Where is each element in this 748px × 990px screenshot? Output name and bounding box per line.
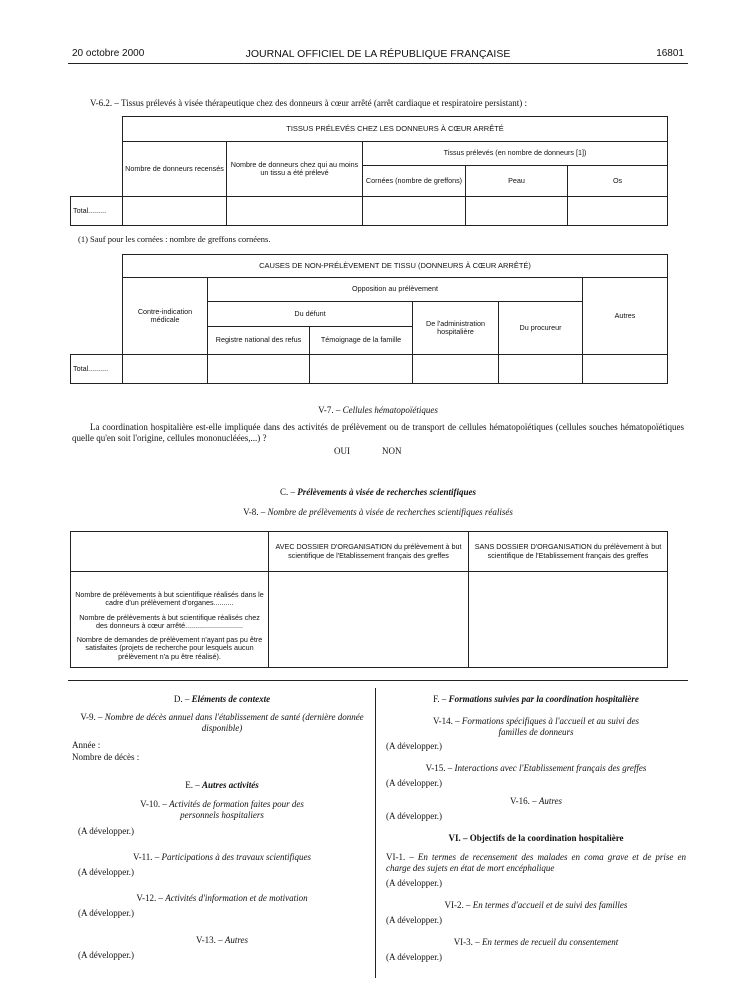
vi2-dev: (A développer.) — [386, 915, 442, 925]
v8-title-text: Nombre de prélèvements à visée de recherches scientifiques réalisés — [267, 507, 513, 517]
section-c-num: C. – — [280, 487, 296, 497]
section-d-title — [72, 694, 372, 705]
vi3-num: VI-3. – — [453, 937, 480, 947]
v13-num: V-13. – — [195, 935, 223, 945]
v11-text: Participations à des travaux scientifiques — [161, 852, 312, 862]
v7-question: La coordination hospitalière est-elle impliquée dans des activités de prélèvement ou de transport de cellules hématopoïétiques (cellules souches hématopoïétiques quelle qu'en soit l'origine, cellules mononucléées,...) ? — [72, 422, 684, 443]
v16-dev: (A développer.) — [386, 811, 442, 821]
v62-cell — [466, 197, 568, 226]
v7-title — [72, 405, 684, 416]
v16-title — [386, 796, 686, 807]
v12-dev: (A développer.) — [78, 908, 134, 918]
causes-table — [70, 254, 668, 384]
v11-title — [72, 852, 372, 863]
v13-dev: (A développer.) — [78, 950, 134, 960]
v12-title — [72, 893, 372, 904]
v9-title — [72, 712, 372, 734]
v62-col-recenses: Nombre de donneurs recensés — [123, 142, 227, 197]
v62-cell — [227, 197, 363, 226]
section-e-num: E. – — [185, 780, 200, 790]
v14-title — [386, 716, 686, 738]
v11-num: V-11. – — [132, 852, 160, 862]
causes-group-opposition: Opposition au prélèvement — [208, 278, 583, 302]
causes-col-autres: Autres — [583, 278, 668, 355]
causes-col-registre: Registre national des refus — [208, 327, 310, 355]
section-f-title — [386, 694, 686, 705]
section-rule — [68, 680, 688, 681]
v10-dev: (A développer.) — [78, 826, 134, 836]
v16-num: V-16. – — [509, 796, 537, 806]
v8-title — [72, 507, 684, 518]
v9-annee: Année : — [72, 740, 101, 750]
v8-row-demandes: Nombre de demandes de prélèvement n'ayant pas pu être satisfaites (projets de recherche pour lesquels aucun prélèvement n'a pu être réalisé). — [76, 635, 263, 661]
vi1-title — [386, 852, 686, 874]
section-c-title — [72, 487, 684, 498]
header-page-number: 16801 — [656, 48, 684, 59]
vi3-text: En termes de recueil du consentement — [481, 937, 619, 947]
v9-nb-deces: Nombre de décès : — [72, 752, 140, 762]
causes-table-title: CAUSES DE NON-PRÉLÈVEMENT DE TISSU (DONNEURS À CŒUR ARRÊTÉ) — [123, 255, 668, 278]
section-c-text: Prélèvements à visée de recherches scientifiques — [297, 487, 476, 497]
v12-num: V-12. – — [136, 893, 163, 903]
v8-cell — [469, 572, 668, 668]
v62-col-os: Os — [568, 166, 668, 197]
causes-col-contre-indication: Contre-indication médicale — [123, 278, 208, 355]
v15-text: Interactions avec l'Etablissement français des greffes — [454, 763, 647, 773]
v8-table — [70, 531, 668, 668]
v7-title-text: Cellules hématopoïétiques — [342, 405, 438, 415]
v7-oui: OUI — [334, 446, 350, 456]
v9-num: V-9. – — [80, 712, 103, 722]
v12-text: Activités d'information et de motivation — [165, 893, 308, 903]
page-header — [72, 48, 684, 62]
v8-col-sans: SANS DOSSIER D'ORGANISATION du prélèvement à but scientifique de l'Etablissement français des greffes — [469, 532, 668, 572]
v62-row-total: Total......... — [71, 197, 123, 226]
v14-num: V-14. – — [432, 716, 460, 726]
v62-table — [70, 116, 668, 226]
v62-title: V-6.2. – Tissus prélevés à visée thérapeutique chez des donneurs à cœur arrêté (arrêt cardiaque et respiratoire persistant) : — [90, 98, 528, 108]
causes-cell — [208, 355, 310, 384]
vi1-num: VI-1. – — [386, 852, 414, 862]
v62-group-tissus: Tissus prélevés (en nombre de donneurs [1]) — [363, 142, 668, 166]
causes-col-administration: De l'administration hospitalière — [413, 302, 499, 355]
header-journal-title: JOURNAL OFFICIEL DE LA RÉPUBLIQUE FRANÇAISE — [245, 48, 511, 60]
v13-title — [72, 935, 372, 946]
vi2-text: En termes d'accueil et de suivi des familles — [472, 900, 628, 910]
section-f-text: Formations suivies par la coordination hospitalière — [448, 694, 639, 704]
header-rule — [68, 63, 688, 64]
vi2-num: VI-2. – — [444, 900, 471, 910]
section-d-text: Eléments de contexte — [191, 694, 271, 704]
vi1-dev: (A développer.) — [386, 878, 442, 888]
section-d-num: D. – — [173, 694, 190, 704]
v13-text: Autres — [224, 935, 249, 945]
vi3-dev: (A développer.) — [386, 952, 442, 962]
vi3-title — [386, 937, 686, 948]
v62-col-preleves: Nombre de donneurs chez qui au moins un tissu a été prélevé — [227, 142, 363, 197]
causes-cell — [123, 355, 208, 384]
causes-col-temoignage: Témoignage de la famille — [310, 327, 413, 355]
v62-cell — [568, 197, 668, 226]
causes-cell — [413, 355, 499, 384]
v8-corner-cell — [71, 532, 269, 572]
v8-row-labels — [71, 572, 269, 668]
vi2-title — [386, 900, 686, 911]
v14-dev: (A développer.) — [386, 741, 442, 751]
section-e-title — [72, 780, 372, 791]
v9-text: Nombre de décès annuel dans l'établissement de santé (dernière donnée disponible) — [104, 712, 364, 733]
v8-row-coeur-arrete: Nombre de prélèvements à but scientifique réalisés chez des donneurs à cœur arrêté............................. — [79, 612, 260, 630]
vi1-text: En termes de recensement des malades en coma grave et de prise en charge des sujets en état de mort encéphalique — [386, 852, 687, 873]
v11-dev: (A développer.) — [78, 867, 134, 877]
section-e-text: Autres activités — [202, 780, 259, 790]
v10-title — [72, 799, 372, 821]
causes-cell — [583, 355, 668, 384]
header-date: 20 octobre 2000 — [72, 48, 145, 59]
v15-title — [386, 763, 686, 774]
causes-group-defunt: Du défunt — [208, 302, 413, 327]
v14-text: Formations spécifiques à l'accueil et au suivi des familles de donneurs — [461, 716, 640, 737]
v7-non: NON — [382, 446, 402, 456]
section-f-num: F. – — [433, 694, 447, 704]
v8-title-num: V-8. – — [243, 507, 266, 517]
v16-text: Autres — [538, 796, 563, 806]
v7-title-num: V-7. – — [318, 405, 341, 415]
v15-dev: (A développer.) — [386, 778, 442, 788]
v15-num: V-15. – — [425, 763, 453, 773]
v62-cell — [363, 197, 466, 226]
v62-col-peau: Peau — [466, 166, 568, 197]
causes-cell — [499, 355, 583, 384]
v62-cell — [123, 197, 227, 226]
v62-table-title: TISSUS PRÉLEVÉS CHEZ LES DONNEURS À CŒUR ARRÊTÉ — [123, 117, 668, 142]
causes-cell — [310, 355, 413, 384]
v10-text: Activités de formation faites pour des personnels hospitaliers — [169, 799, 304, 820]
causes-row-total: Total.......... — [71, 355, 123, 384]
section-vi-title: VI. – Objectifs de la coordination hospitalière — [448, 833, 624, 843]
v10-num: V-10. – — [140, 799, 167, 809]
causes-col-procureur: Du procureur — [499, 302, 583, 355]
v8-cell — [269, 572, 469, 668]
v8-row-organes: Nombre de prélèvements à but scientifique réalisés dans le cadre d'un prélèvement d'organes.......... — [75, 590, 264, 608]
v62-footnote: (1) Sauf pour les cornées : nombre de greffons cornéens. — [78, 234, 271, 244]
v62-col-cornees: Cornées (nombre de greffons) — [363, 166, 466, 197]
v8-col-avec: AVEC DOSSIER D'ORGANISATION du prélèvement à but scientifique de l'Etablissement français des greffes — [269, 532, 469, 572]
